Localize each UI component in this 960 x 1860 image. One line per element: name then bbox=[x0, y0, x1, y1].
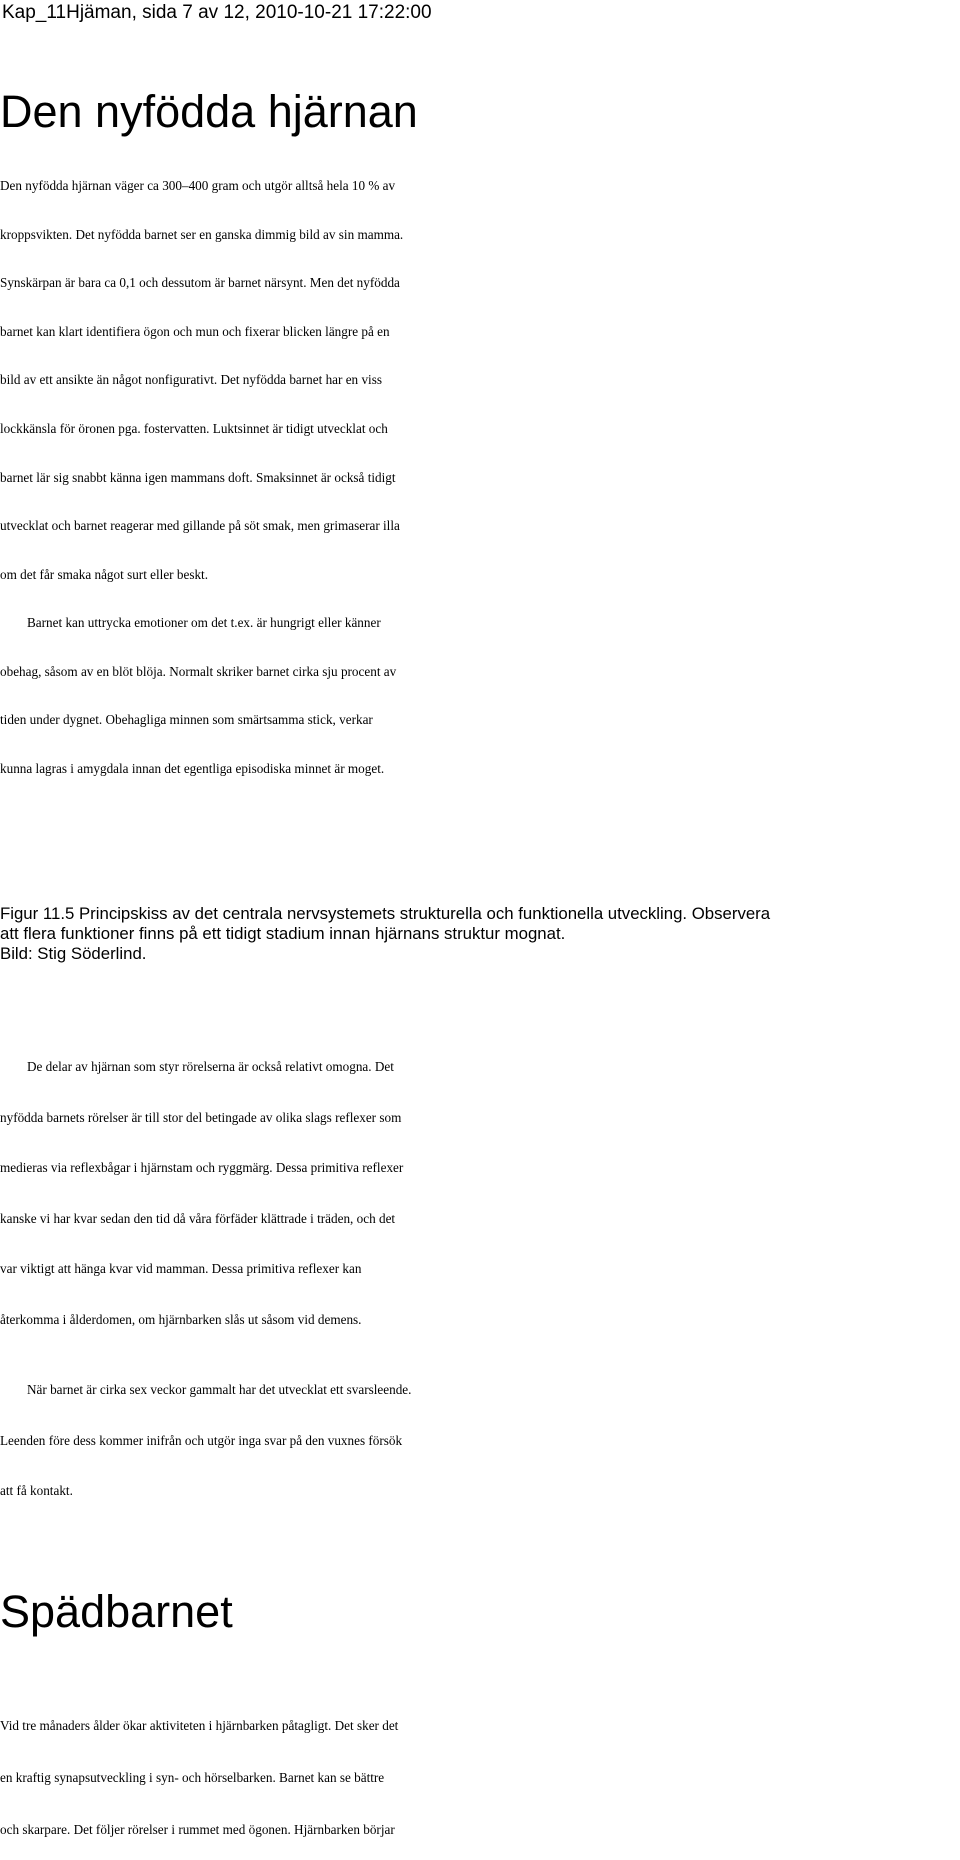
text-line: om det får smaka något surt eller beskt. bbox=[0, 566, 209, 582]
text-line: barnet kan klart identifiera ögon och mun och fixerar blicken längre på en bbox=[0, 323, 390, 339]
text-line: obehag, såsom av en blöt blöja. Normalt skriker barnet cirka sju procent av bbox=[0, 663, 397, 679]
text-line: kroppsvikten. Det nyfödda barnet ser en ganska dimmig bild av sin mamma. bbox=[0, 226, 404, 242]
text-line: var viktigt att hänga kvar vid mamman. Dessa primitiva reflexer kan bbox=[0, 1261, 362, 1276]
text-line: lockkänsla för öronen pga. fostervatten. Luktsinnet är tidigt utvecklat och bbox=[0, 420, 388, 436]
text-line: barnet lär sig snabbt känna igen mammans doft. Smaksinnet är också tidigt bbox=[0, 469, 396, 485]
paragraph-infant bbox=[0, 1700, 958, 1856]
text-line: Barnet kan uttrycka emotioner om det t.ex. är hungrigt eller känner bbox=[27, 615, 381, 630]
text-line: kanske vi har kvar sedan den tid då våra förfäder klättrade i träden, och det bbox=[0, 1210, 396, 1226]
text-line: utvecklat och barnet reagerar med gillande på söt smak, men grimaserar illa bbox=[0, 518, 400, 534]
paragraph-motor-reflexes bbox=[0, 1042, 958, 1345]
text-line: och skarpare. Det följer rörelser i rummet med ögonen. Hjärnbarken börjar bbox=[0, 1822, 395, 1837]
text-line: När barnet är cirka sex veckor gammalt har det utvecklat ett svarsleende. bbox=[27, 1382, 412, 1397]
caption-line: att flera funktioner finns på ett tidigt stadium innan hjärnans struktur mognat. bbox=[0, 924, 566, 943]
text-line: kunna lagras i amygdala innan det egentliga episodiska minnet är moget. bbox=[0, 760, 385, 776]
section-heading-infant: Spädbarnet bbox=[0, 1586, 233, 1637]
text-line: att få kontakt. bbox=[0, 1483, 73, 1498]
paragraph-newborn-brain bbox=[0, 162, 958, 599]
text-line: tiden under dygnet. Obehagliga minnen som smärtsamma stick, verkar bbox=[0, 712, 373, 728]
running-header: Kap_11Hjäman, sida 7 av 12, 2010-10-21 17:22:00 bbox=[2, 2, 432, 23]
text-line: Den nyfödda hjärnan väger ca 300–400 gram och utgör alltså hela 10 % av bbox=[0, 178, 396, 193]
text-line: Synskärpan är bara ca 0,1 och dessutom är barnet närsynt. Men det nyfödda bbox=[0, 275, 400, 291]
text-line: De delar av hjärnan som styr rörelserna är också relativt omogna. Det bbox=[27, 1059, 394, 1074]
paragraph-social-smile bbox=[0, 1365, 958, 1517]
paragraph-emotions bbox=[0, 599, 958, 793]
text-line: medieras via reflexbågar i hjärnstam och ryggmärg. Dessa primitiva reflexer bbox=[0, 1160, 404, 1175]
caption-line: Figur 11.5 Principskiss av det centrala nervsystemets strukturella och funktionella utveckling. Observera bbox=[0, 904, 771, 923]
text-line: bild av ett ansikte än något nonfigurativt. Det nyfödda barnet har en viss bbox=[0, 372, 382, 388]
text-line: nyfödda barnets rörelser är till stor del betingade av olika slags reflexer som bbox=[0, 1109, 402, 1125]
text-line: en kraftig synapsutveckling i syn- och hörselbarken. Barnet kan se bättre bbox=[0, 1770, 385, 1785]
text-line: återkomma i ålderdomen, om hjärnbarken slås ut såsom vid demens. bbox=[0, 1311, 362, 1327]
figure-caption bbox=[0, 904, 770, 964]
section-heading-newborn-brain: Den nyfödda hjärnan bbox=[0, 86, 418, 137]
text-line: Vid tre månaders ålder ökar aktiviteten i hjärnbarken påtagligt. Det sker det bbox=[0, 1718, 399, 1733]
caption-line: Bild: Stig Söderlind. bbox=[0, 944, 147, 963]
text-line: Leenden före dess kommer inifrån och utgör inga svar på den vuxnes försök bbox=[0, 1432, 403, 1448]
